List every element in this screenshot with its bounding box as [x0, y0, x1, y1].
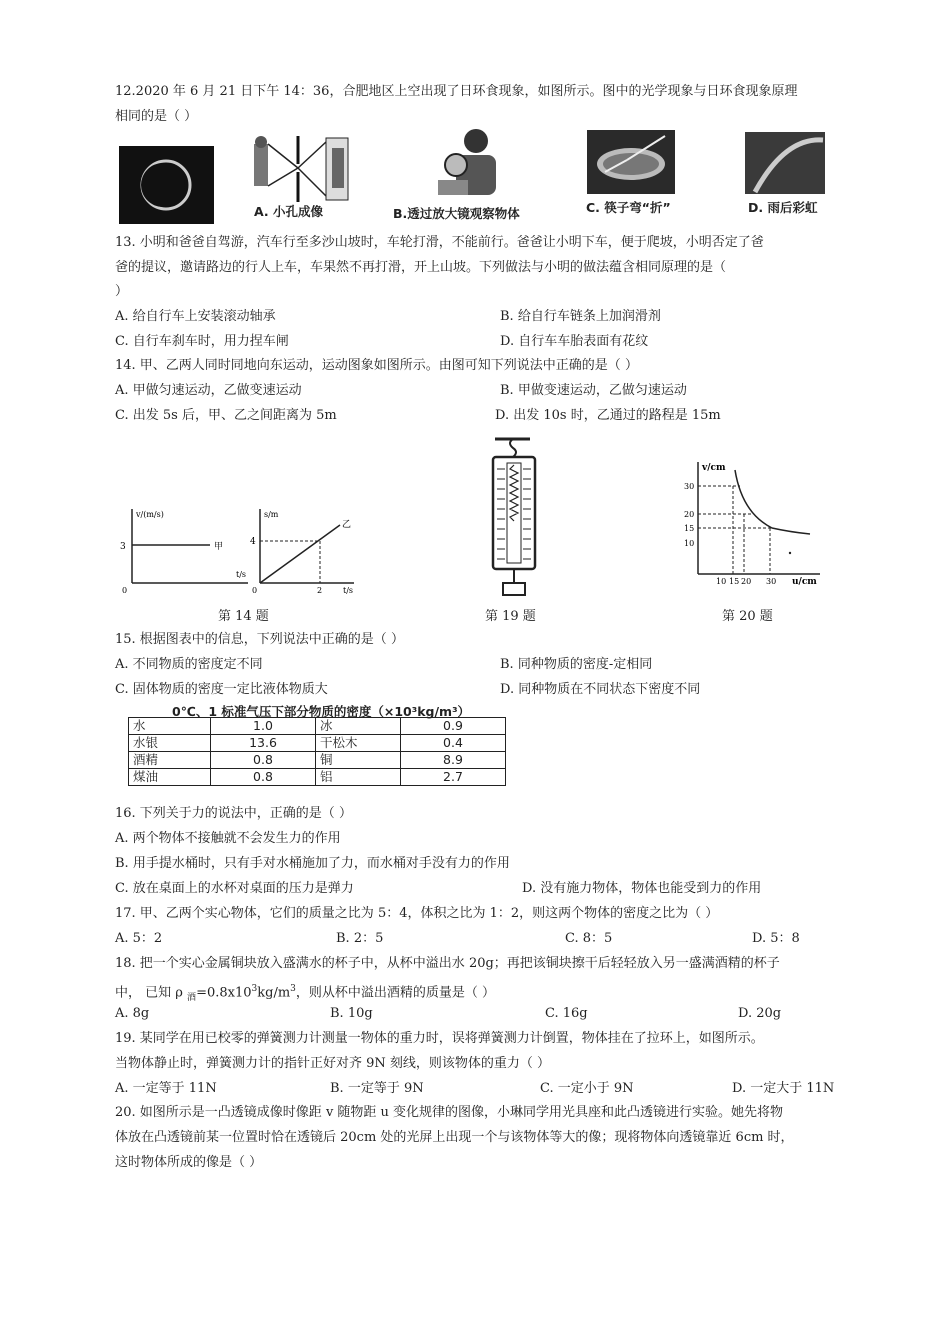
graph1-series-label: 甲	[214, 542, 224, 552]
graph2-x-tick: 2	[317, 586, 323, 595]
q18-line2-sub: 酒	[187, 992, 197, 1003]
graph2-origin: 0	[252, 586, 258, 595]
q19-line1: 19. 某同学在用已校零的弹簧测力计测量一物体的重力时，误将弹簧测力计倒置，物体挂在了拉环上，如图所示。	[115, 1031, 764, 1046]
density-table	[128, 717, 506, 786]
fig20-v-u-graph	[680, 458, 830, 588]
q19-option-c: C. 一定小于 9N	[540, 1081, 634, 1096]
graph2-ylabel: s/m	[264, 510, 279, 519]
q18-line2-part-c: kg/m	[257, 985, 291, 1001]
q18-line2	[115, 980, 495, 1007]
pinhole-image	[246, 134, 356, 204]
spring-scale-figure	[485, 433, 545, 598]
q17-line1: 17. 甲、乙两个实心物体，它们的质量之比为 5：4，体积之比为 1：2，则这两个物体的密度之比为（ ）	[115, 906, 719, 921]
pinhole-diagram-icon	[246, 134, 356, 204]
q12-line1: 12.2020 年 6 月 21 日下午 14：36，合肥地区上空出现了日环食现象，如图所示。图中的光学现象与日环食现象原理	[115, 84, 798, 99]
q13-option-d: D. 自行车车胎表面有花纹	[500, 334, 649, 349]
table-cell: 铝	[316, 769, 401, 786]
graph20-y-tick-15: 15	[684, 524, 695, 533]
q17-option-d: D. 5：8	[752, 931, 800, 946]
q16-option-c: C. 放在桌面上的水杯对桌面的压力是弹力	[115, 881, 354, 896]
q19-option-b: B. 一定等于 9N	[330, 1081, 424, 1096]
q18-line2-part-b: =0.8x10	[196, 985, 252, 1001]
q17-option-b: B. 2：5	[336, 931, 384, 946]
top-hook-icon	[510, 439, 516, 457]
q15-option-b: B. 同种物质的密度-定相同	[500, 657, 653, 672]
q20-line1: 20. 如图所示是一凸透镜成像时像距 v 随物距 u 变化规律的图像，小琳同学用光具座和此凸透镜进行实验。她先将物	[115, 1105, 784, 1120]
q16-option-b: B. 用手提水桶时，只有手对水桶施加了力，而水桶对手没有力的作用	[115, 856, 510, 871]
graph20-xlabel: u/cm	[792, 577, 817, 587]
q17-option-c: C. 8：5	[565, 931, 613, 946]
graph20-x-tick-10: 10	[716, 577, 727, 586]
table-cell: 0.9	[401, 718, 506, 735]
q14-option-d: D. 出发 10s 时，乙通过的路程是 15m	[495, 408, 721, 423]
q14-line1: 14. 甲、乙两人同时同地向东运动，运动图象如图所示。由图可知下列说法中正确的是（ ）	[115, 358, 638, 373]
q18-line2-part-a: 中， 已知 ρ	[115, 985, 188, 1001]
rainbow-icon	[745, 132, 825, 194]
graph2-xlabel: t/s	[343, 586, 354, 595]
q19-line2: 当物体静止时，弹簧测力计的指针正好对齐 9N 刻线，则该物体的重力（ ）	[115, 1056, 551, 1071]
q14-option-a: A. 甲做匀速运动，乙做变速运动	[115, 383, 302, 398]
graph20-y-tick-10: 10	[684, 539, 695, 548]
q13-line2: 爸的提议，邀请路边的行人上车，车果然不再打滑，开上山坡。下列做法与小明的做法蕴含相同原理的是（	[115, 260, 727, 275]
fig20-caption: 第 20 题	[722, 609, 773, 624]
q18-option-c: C. 16g	[545, 1006, 588, 1021]
table-cell: 13.6	[211, 735, 316, 752]
q13-option-b: B. 给自行车链条上加润滑剂	[500, 309, 661, 324]
q12-caption-c: C. 筷子弯“折”	[586, 200, 671, 215]
graph20-x-tick-15: 15	[729, 577, 740, 586]
graph-s-t	[250, 509, 354, 595]
q19-option-d: D. 一定大于 11N	[732, 1081, 835, 1096]
table-cell: 1.0	[211, 718, 316, 735]
graph2-series-label: 乙	[342, 520, 352, 530]
table-cell: 0.8	[211, 752, 316, 769]
graph-v-t	[120, 509, 248, 595]
q14-option-c: C. 出发 5s 后，甲、乙之间距离为 5m	[115, 408, 337, 423]
q12-line2: 相同的是（ ）	[115, 109, 198, 124]
density-table-title: 0℃、1 标准气压下部分物质的密度（×10³kg/m³）	[172, 704, 471, 719]
table-row	[129, 752, 506, 769]
q18-line2-exp: 3	[251, 984, 258, 994]
q15-option-d: D. 同种物质在不同状态下密度不同	[500, 682, 701, 697]
hanging-object	[503, 583, 525, 595]
graph20-x-tick-20: 20	[741, 577, 752, 586]
fig14-caption: 第 14 题	[218, 609, 269, 624]
table-cell: 铜	[316, 752, 401, 769]
graph20-dot	[789, 552, 791, 554]
table-row	[129, 735, 506, 752]
table-cell: 8.9	[401, 752, 506, 769]
graph20-curve	[735, 470, 810, 534]
table-cell: 0.8	[211, 769, 316, 786]
q15-line1: 15. 根据图表中的信息，下列说法中正确的是（ ）	[115, 632, 404, 647]
graph1-ylabel: v/(m/s)	[136, 510, 164, 519]
eclipse-ring-icon	[119, 146, 214, 224]
q13-option-c: C. 自行车刹车时，用力捏车闸	[115, 334, 289, 349]
q12-caption-b: B.透过放大镜观察物体	[393, 206, 520, 221]
graph20-ylabel: v/cm	[702, 463, 726, 473]
q13-option-a: A. 给自行车上安装滚动轴承	[115, 309, 276, 324]
table-cell: 干松木	[316, 735, 401, 752]
eclipse-image	[119, 146, 214, 224]
bowl-chopsticks-icon	[587, 130, 675, 194]
graph20-x-tick-30: 30	[766, 577, 777, 586]
magnifier-person-icon	[436, 125, 506, 200]
graph2-y-tick: 4	[250, 537, 256, 547]
density-table-wrap	[128, 717, 506, 786]
table-cell: 酒精	[129, 752, 211, 769]
graph20-y-tick-30: 30	[684, 482, 695, 491]
q18-option-d: D. 20g	[738, 1006, 782, 1021]
q18-option-b: B. 10g	[330, 1006, 373, 1021]
fig14-graphs	[118, 505, 358, 595]
table-cell: 水	[129, 718, 211, 735]
rainbow-image	[745, 132, 825, 194]
magnifier-image	[436, 125, 506, 200]
table-row	[129, 718, 506, 735]
graph20-y-tick-20: 20	[684, 510, 695, 519]
q19-option-a: A. 一定等于 11N	[115, 1081, 217, 1096]
q13-line1: 13. 小明和爸爸自驾游，汽车行至多沙山坡时，车轮打滑，不能前行。爸爸让小明下车，便于爬坡，小明否定了爸	[115, 235, 764, 250]
q16-line1: 16. 下列关于力的说法中，正确的是（ ）	[115, 806, 352, 821]
graph1-origin: 0	[122, 586, 128, 595]
q15-option-a: A. 不同物质的密度定不同	[115, 657, 263, 672]
q16-option-a: A. 两个物体不接触就不会发生力的作用	[115, 831, 341, 846]
graph2-series-line	[260, 525, 340, 583]
q20-line3: 这时物体所成的像是（ ）	[115, 1155, 263, 1170]
graph1-y-tick: 3	[120, 542, 126, 552]
q14-option-b: B. 甲做变速运动，乙做匀速运动	[500, 383, 687, 398]
table-cell: 水银	[129, 735, 211, 752]
table-cell: 2.7	[401, 769, 506, 786]
graph1-xlabel: t/s	[236, 570, 247, 579]
table-row	[129, 769, 506, 786]
q16-option-d: D. 没有施力物体，物体也能受到力的作用	[522, 881, 762, 896]
q12-caption-d: D. 雨后彩虹	[748, 200, 818, 215]
q18-line2-exp2: 3	[290, 984, 296, 994]
table-cell: 煤油	[129, 769, 211, 786]
chopsticks-image	[587, 130, 675, 194]
q12-caption-a: A. 小孔成像	[254, 204, 324, 219]
q13-line3: ）	[115, 284, 129, 299]
table-cell: 冰	[316, 718, 401, 735]
q20-line2: 体放在凸透镜前某一位置时恰在透镜后 20cm 处的光屏上出现一个与该物体等大的像；现将物体向透镜靠近 6cm 时，	[115, 1130, 794, 1145]
fig19-caption: 第 19 题	[485, 609, 536, 624]
q17-option-a: A. 5：2	[115, 931, 163, 946]
q18-line1: 18. 把一个实心金属铜块放入盛满水的杯子中，从杯中溢出水 20g；再把该铜块擦干后轻轻放入另一盛满酒精的杯子	[115, 956, 780, 971]
q15-option-c: C. 固体物质的密度一定比液体物质大	[115, 682, 328, 697]
q18-option-a: A. 8g	[115, 1006, 150, 1021]
q18-line2-part-d: ，则从杯中溢出酒精的质量是（ ）	[295, 985, 496, 1001]
table-cell: 0.4	[401, 735, 506, 752]
